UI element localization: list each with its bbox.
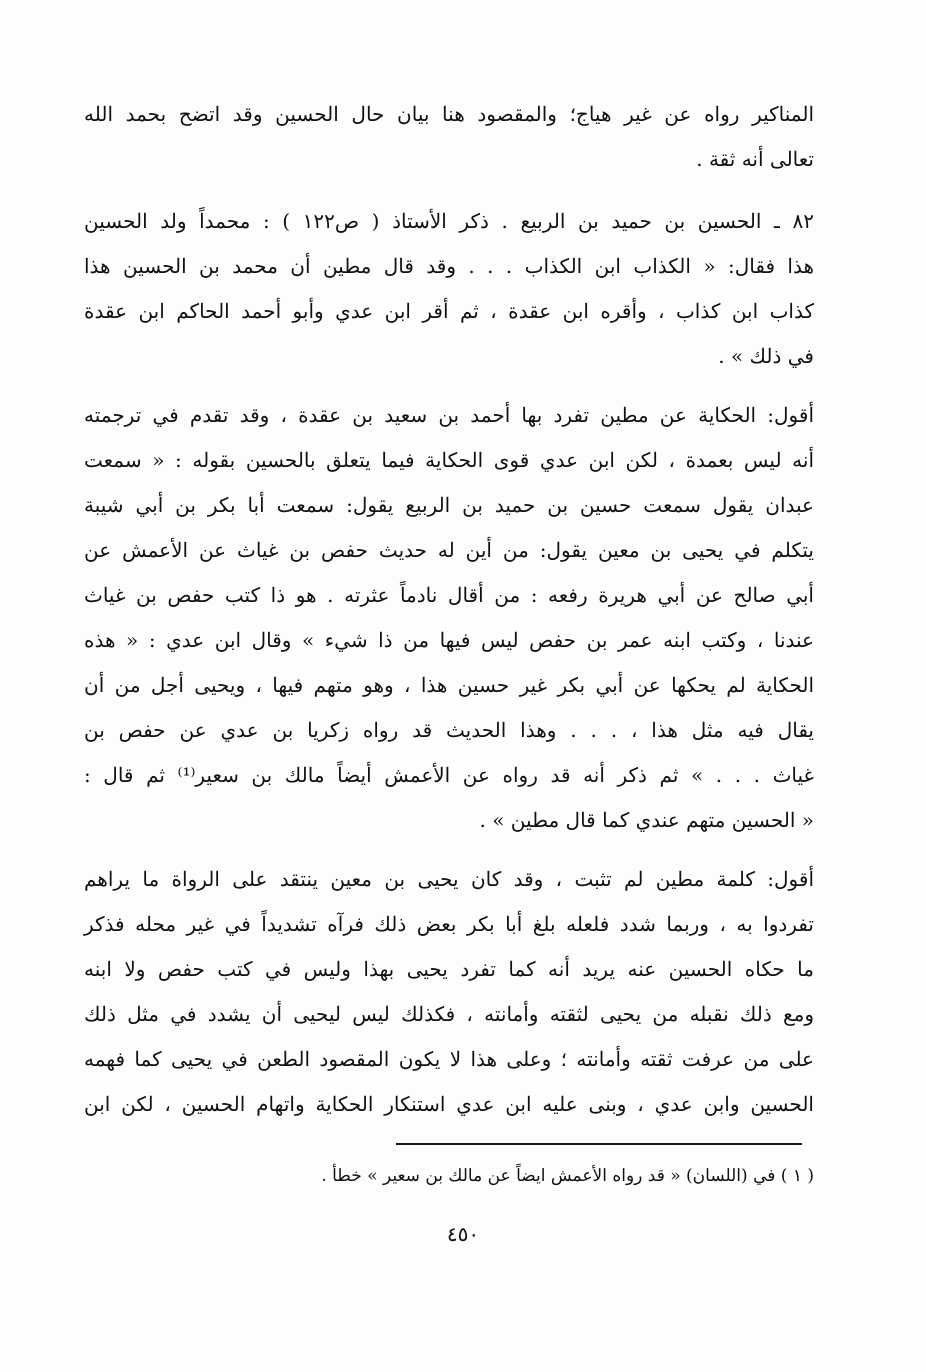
paragraph-2-entry-82 [84,199,814,379]
text-line: ما حكاه الحسين عنه يريد أنه كما تفرد يحيى بهذا وليس في كتب حفص ولا ابنه [84,957,814,981]
text-line: عبدان يقول سمعت حسين بن حميد بن الربيع يقول: سمعت أبا بكر بن أبي شيبة [84,493,814,517]
text-line: ٨٢ ـ الحسين بن حميد بن الربيع . ذكر الأستاذ ( ص١٢٢ ) : محمداً ولد الحسين [84,209,814,233]
paragraph-4 [84,857,814,1127]
text-line: الحسين وابن عدي ، وبنى عليه ابن عدي استنكار الحكاية واتهام الحسين ، لكن ابن [84,1092,814,1116]
text-line: أنه ليس بعمدة ، لكن ابن عدي قوى الحكاية فيما يتعلق بالحسين بقوله : « سمعت [84,448,814,472]
text-line: على من عرفت ثقته وأمانته ؛ وعلى هذا لا يكون المقصود الطعن في يحيى كما فهمه [84,1047,814,1071]
text-line: ومع ذلك نقبله من يحيى لثقته وأمانته ، فكذلك ليس ليحيى أن يشدد في مثل ذلك [84,1002,814,1026]
text-line: الحكاية لم يحكها عن أبي بكر غير حسين هذا ، وهو متهم فيها ، ويحيى أجل من أن [84,673,814,697]
text-line: أبي صالح عن أبي هريرة رفعه : من أقال نادماً عثرته . هو ذا كتب حفص بن غياث [84,583,814,607]
text-line: أقول: كلمة مطين لم تثبت ، وقد كان يحيى بن معين ينتقد على الرواة ما يراهم [84,867,814,891]
text-line: يقال فيه مثل هذا ، . . . وهذا الحديث قد رواه زكريا بن عدي عن حفص بن [84,718,814,742]
text-line: كذاب ابن كذاب ، وأقره ابن عقدة ، ثم أقر ابن عدي وأبو أحمد الحاكم ابن عقدة [84,299,814,323]
text-line: أقول: الحكاية عن مطين تفرد بها أحمد بن سعيد بن عقدة ، وقد تقدم في ترجمته [84,403,814,427]
text-line: هذا فقال: « الكذاب ابن الكذاب . . . وقد قال مطين أن محمد بن الحسين هذا [84,254,814,278]
text-line: غياث . . . » ثم ذكر أنه قد رواه عن الأعمش أيضاً مالك بن سعير⁽¹⁾ ثم قال : [84,763,814,787]
footnote: ( ١ ) في (اللسان) « قد رواه الأعمش ايضاً عن مالك بن سعير » خطأ . [321,1166,814,1186]
text-line: يتكلم في يحيى بن معين يقول: من أين له حديث حفص بن غياث عن الأعمش عن [84,538,814,562]
text-line: المناكير رواه عن غير هياج؛ والمقصود هنا بيان حال الحسين وقد اتضح بحمد الله [84,102,814,126]
text-line: « الحسين متهم عندي كما قال مطين » . [479,808,814,832]
text-line: في ذلك » . [718,344,814,368]
page-number: ٤٥٠ [446,1222,480,1246]
text-line: عندنا ، وكتب ابنه عمر بن حفص ليس فيها من ذا شيء » وقال ابن عدي : « هذه [84,628,814,652]
text-line: تعالى أنه ثقة . [696,147,814,171]
paragraph-1 [84,92,814,182]
footnote-divider [396,1143,802,1145]
text-line: تفردوا به ، وربما شدد فلعله بلغ أبا بكر بعض ذلك فرآه تشديداً في غير محله فذكر [84,912,814,936]
paragraph-3 [84,393,814,843]
